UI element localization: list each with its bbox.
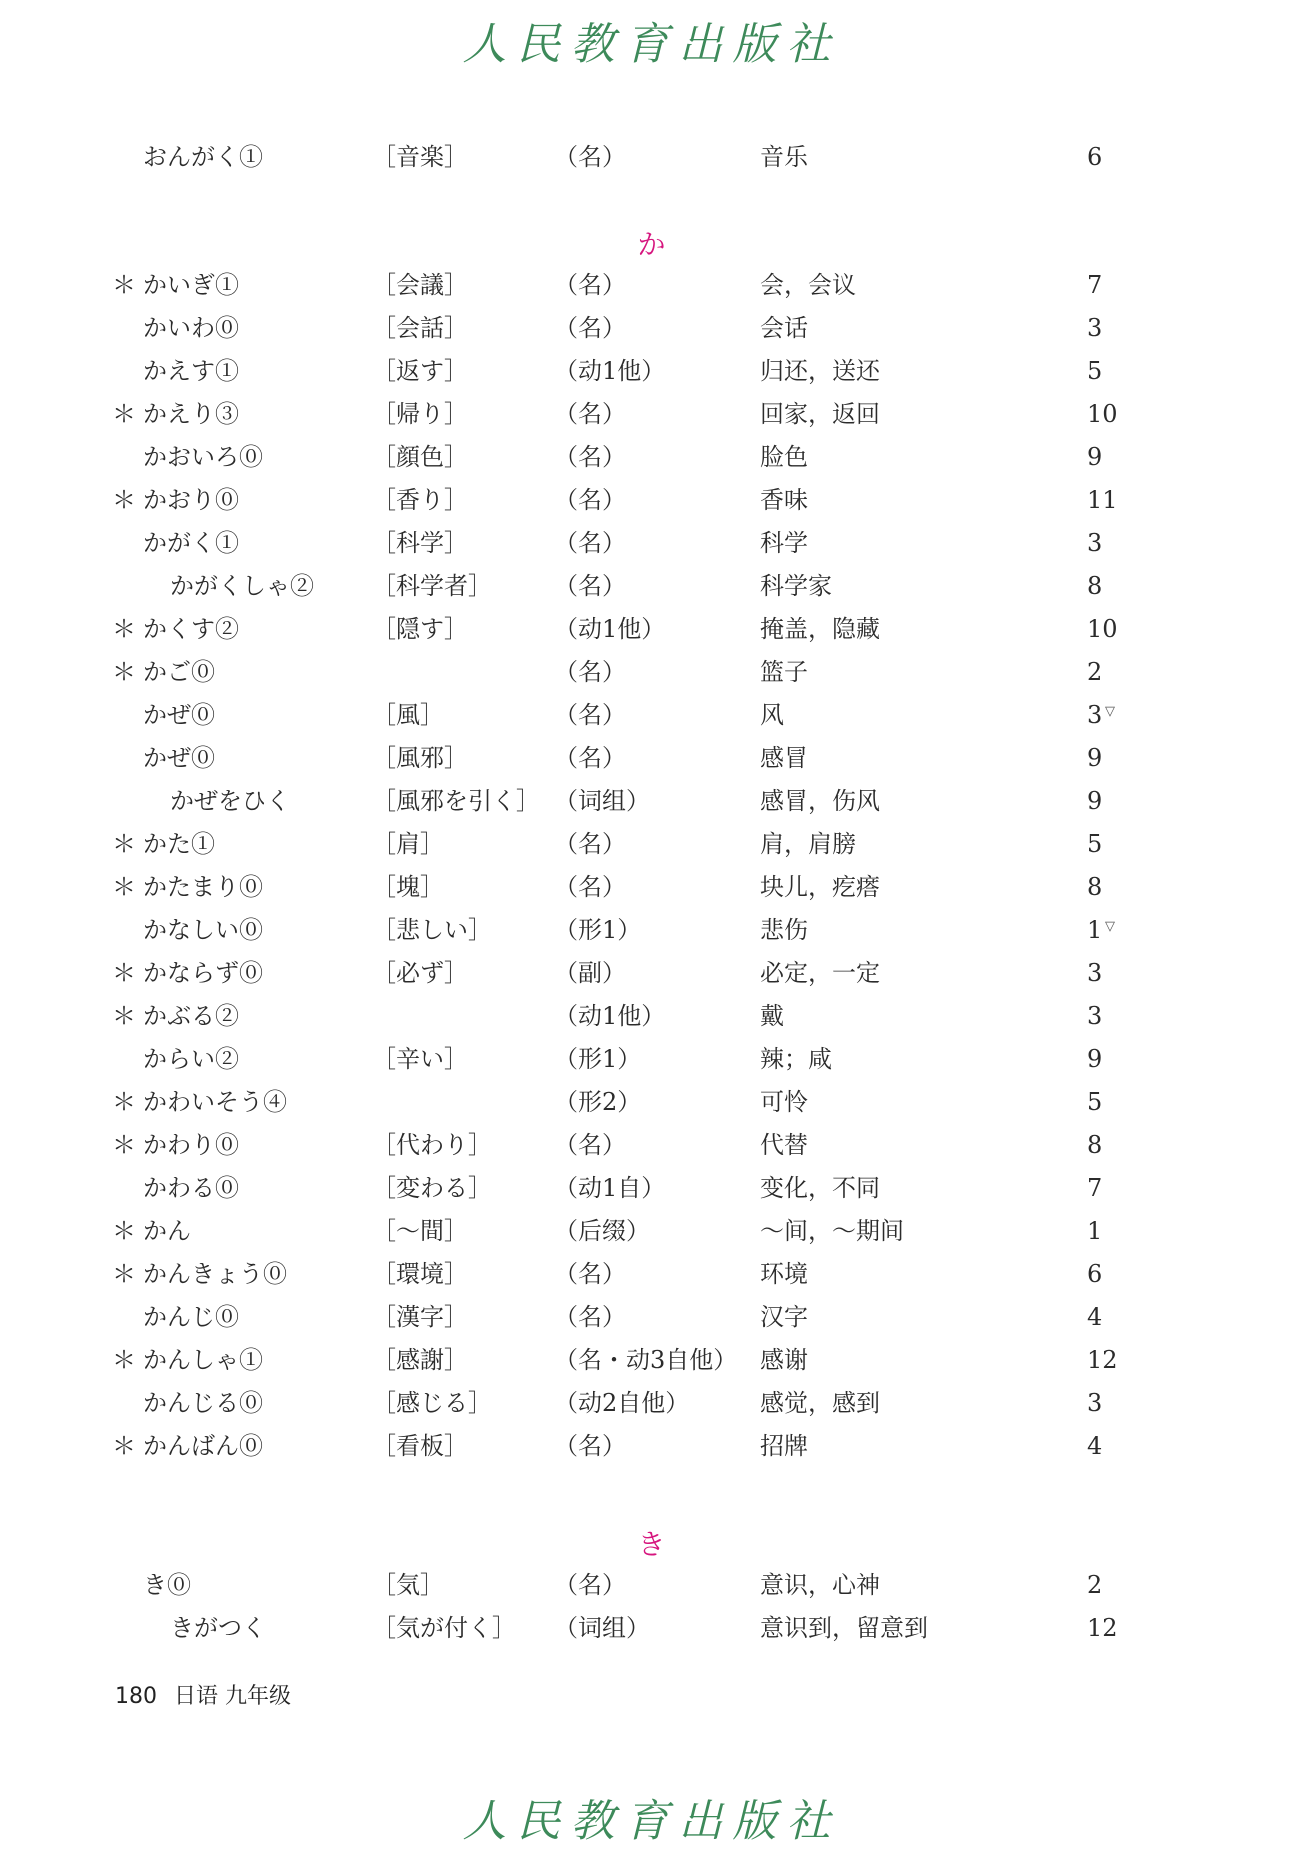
entry-lesson-number: 3 bbox=[1087, 701, 1103, 729]
entry-lesson-number: 8 bbox=[1087, 873, 1103, 901]
vocab-entry bbox=[0, 1082, 1303, 1122]
entry-part-of-speech: （名） bbox=[554, 744, 626, 772]
entry-kana: かた① bbox=[143, 830, 215, 858]
entry-kana: かわり⓪ bbox=[143, 1131, 239, 1159]
entry-part-of-speech: （名） bbox=[554, 271, 626, 299]
entry-part-of-speech: （名） bbox=[554, 1571, 626, 1599]
entry-kanji: ［感じる］ bbox=[372, 1389, 492, 1417]
entry-lesson-number: 5 bbox=[1087, 1088, 1103, 1116]
new-word-star: ＊ bbox=[112, 1346, 136, 1374]
new-word-star: ＊ bbox=[112, 615, 136, 643]
entry-part-of-speech: （形1） bbox=[554, 916, 642, 944]
entry-part-of-speech: （名・动3自他） bbox=[554, 1346, 738, 1374]
entry-meaning: 感觉，感到 bbox=[760, 1389, 880, 1417]
vocab-entry bbox=[0, 824, 1303, 864]
entry-lesson-number: 5 bbox=[1087, 830, 1103, 858]
new-word-star: ＊ bbox=[112, 1260, 136, 1288]
entry-part-of-speech: （名） bbox=[554, 314, 626, 342]
entry-kana: かぜ⓪ bbox=[143, 744, 215, 772]
entry-kana: き⓪ bbox=[143, 1571, 191, 1599]
vocab-entry bbox=[0, 523, 1303, 563]
entry-kana: かわいそう④ bbox=[143, 1088, 287, 1116]
entry-kana: おんがく① bbox=[143, 143, 263, 171]
entry-meaning: 代替 bbox=[760, 1131, 808, 1159]
entry-meaning: 感冒，伤风 bbox=[760, 787, 880, 815]
entry-meaning: 音乐 bbox=[760, 143, 808, 171]
vocab-entry bbox=[0, 1039, 1303, 1079]
entry-kanji: ［風］ bbox=[372, 701, 444, 729]
vocab-entry bbox=[0, 1211, 1303, 1251]
vocab-entry bbox=[0, 1340, 1303, 1380]
entry-lesson-number: 3 bbox=[1087, 1002, 1103, 1030]
entry-kana: かぶる② bbox=[143, 1002, 239, 1030]
vocab-entry bbox=[0, 480, 1303, 520]
entry-kana: かわる⓪ bbox=[143, 1174, 239, 1202]
new-word-star: ＊ bbox=[112, 1131, 136, 1159]
entry-lesson-number: 3 bbox=[1087, 529, 1103, 557]
entry-meaning: 戴 bbox=[760, 1002, 784, 1030]
entry-part-of-speech: （名） bbox=[554, 400, 626, 428]
new-word-star: ＊ bbox=[112, 400, 136, 428]
entry-kanji: ［漢字］ bbox=[372, 1303, 468, 1331]
entry-kana: からい② bbox=[143, 1045, 239, 1073]
entry-meaning: 感谢 bbox=[760, 1346, 808, 1374]
entry-kanji: ［辛い］ bbox=[372, 1045, 468, 1073]
entry-kana: かんきょう⓪ bbox=[143, 1260, 287, 1288]
entry-lesson-number: 10 bbox=[1087, 400, 1118, 428]
entry-lesson-number: 1 bbox=[1087, 1217, 1103, 1245]
entry-meaning: 意识，心神 bbox=[760, 1571, 880, 1599]
entry-meaning: 科学家 bbox=[760, 572, 832, 600]
entry-kana: かいぎ① bbox=[143, 271, 239, 299]
entry-kana: かたまり⓪ bbox=[143, 873, 263, 901]
entry-lesson-number: 1 bbox=[1087, 916, 1103, 944]
entry-meaning: 风 bbox=[760, 701, 784, 729]
entry-part-of-speech: （词组） bbox=[554, 1614, 650, 1642]
entry-meaning: 科学 bbox=[760, 529, 808, 557]
entry-kanji: ［科学者］ bbox=[372, 572, 492, 600]
publisher-logo-bottom: 人民教育出版社 bbox=[462, 1796, 841, 1847]
vocab-entry bbox=[0, 953, 1303, 993]
new-word-star: ＊ bbox=[112, 658, 136, 686]
entry-kanji: ［～間］ bbox=[372, 1217, 468, 1245]
entry-meaning: 回家，返回 bbox=[760, 400, 880, 428]
entry-kana: かぜをひく bbox=[170, 787, 290, 815]
vocab-entry bbox=[0, 1608, 1303, 1648]
entry-kanji: ［隠す］ bbox=[372, 615, 468, 643]
entry-meaning: 汉字 bbox=[760, 1303, 808, 1331]
entry-lesson-number: 3 bbox=[1087, 959, 1103, 987]
entry-kana: かいわ⓪ bbox=[143, 314, 239, 342]
page-number: 180 bbox=[115, 1684, 157, 1709]
entry-part-of-speech: （名） bbox=[554, 1131, 626, 1159]
entry-part-of-speech: （动1自） bbox=[554, 1174, 666, 1202]
entry-meaning: 环境 bbox=[760, 1260, 808, 1288]
entry-kanji: ［音楽］ bbox=[372, 143, 468, 171]
vocab-entry bbox=[0, 1565, 1303, 1605]
entry-kana: かんしゃ① bbox=[143, 1346, 263, 1374]
vocab-entry bbox=[0, 996, 1303, 1036]
entry-kanji: ［環境］ bbox=[372, 1260, 468, 1288]
entry-kanji: ［風邪］ bbox=[372, 744, 468, 772]
new-word-star: ＊ bbox=[112, 830, 136, 858]
entry-kana: かおり⓪ bbox=[143, 486, 239, 514]
entry-lesson-number: 12 bbox=[1087, 1346, 1118, 1374]
entry-meaning: 肩，肩膀 bbox=[760, 830, 856, 858]
vocab-entry bbox=[0, 308, 1303, 348]
entry-meaning: 篮子 bbox=[760, 658, 808, 686]
vocab-entry bbox=[0, 437, 1303, 477]
entry-part-of-speech: （形1） bbox=[554, 1045, 642, 1073]
entry-kana: きがつく bbox=[170, 1614, 266, 1642]
entry-meaning: ～间，～期间 bbox=[760, 1217, 904, 1245]
entry-part-of-speech: （名） bbox=[554, 529, 626, 557]
entry-lesson-number: 2 bbox=[1087, 1571, 1103, 1599]
entry-kanji: ［悲しい］ bbox=[372, 916, 492, 944]
new-word-star: ＊ bbox=[112, 1432, 136, 1460]
entry-part-of-speech: （动1他） bbox=[554, 615, 666, 643]
entry-kana: かご⓪ bbox=[143, 658, 215, 686]
vocab-entry bbox=[0, 1426, 1303, 1466]
new-word-star: ＊ bbox=[112, 271, 136, 299]
entry-part-of-speech: （名） bbox=[554, 830, 626, 858]
vocab-entry bbox=[0, 1168, 1303, 1208]
entry-kanji: ［感謝］ bbox=[372, 1346, 468, 1374]
entry-part-of-speech: （词组） bbox=[554, 787, 650, 815]
entry-lesson-number: 6 bbox=[1087, 1260, 1103, 1288]
vocab-entry bbox=[0, 695, 1303, 735]
new-word-star: ＊ bbox=[112, 486, 136, 514]
entry-kana: かくす② bbox=[143, 615, 239, 643]
entry-part-of-speech: （名） bbox=[554, 873, 626, 901]
vocab-entry bbox=[0, 265, 1303, 305]
entry-kana: かならず⓪ bbox=[143, 959, 263, 987]
vocab-entry bbox=[0, 351, 1303, 391]
entry-kanji: ［香り］ bbox=[372, 486, 468, 514]
entry-lesson-number: 10 bbox=[1087, 615, 1118, 643]
entry-meaning: 脸色 bbox=[760, 443, 808, 471]
entry-meaning: 悲伤 bbox=[760, 916, 808, 944]
entry-kana: かなしい⓪ bbox=[143, 916, 263, 944]
entry-part-of-speech: （名） bbox=[554, 486, 626, 514]
entry-kanji: ［看板］ bbox=[372, 1432, 468, 1460]
entry-part-of-speech: （后缀） bbox=[554, 1217, 650, 1245]
entry-meaning: 可怜 bbox=[760, 1088, 808, 1116]
new-word-star: ＊ bbox=[112, 1088, 136, 1116]
vocab-entry bbox=[0, 137, 1303, 177]
entry-meaning: 感冒 bbox=[760, 744, 808, 772]
vocab-entry bbox=[0, 781, 1303, 821]
entry-lesson-number: 11 bbox=[1087, 486, 1118, 514]
entry-lesson-number: 3 bbox=[1087, 1389, 1103, 1417]
page-footer bbox=[115, 1679, 291, 1710]
entry-kanji: ［返す］ bbox=[372, 357, 468, 385]
new-word-star: ＊ bbox=[112, 959, 136, 987]
entry-kana: かがく① bbox=[143, 529, 239, 557]
entry-lesson-number: 2 bbox=[1087, 658, 1103, 686]
entry-kana: かんばん⓪ bbox=[143, 1432, 263, 1460]
entry-kana: かんじる⓪ bbox=[143, 1389, 263, 1417]
entry-kanji: ［気が付く］ bbox=[372, 1614, 516, 1642]
entry-meaning: 会，会议 bbox=[760, 271, 856, 299]
triangle-mark-icon: ▽ bbox=[1105, 919, 1115, 934]
entry-part-of-speech: （名） bbox=[554, 658, 626, 686]
entry-lesson-number: 3 bbox=[1087, 314, 1103, 342]
entry-lesson-number: 9 bbox=[1087, 744, 1103, 772]
entry-kanji: ［科学］ bbox=[372, 529, 468, 557]
vocab-entry bbox=[0, 1125, 1303, 1165]
entry-part-of-speech: （动2自他） bbox=[554, 1389, 690, 1417]
entry-part-of-speech: （名） bbox=[554, 143, 626, 171]
new-word-star: ＊ bbox=[112, 873, 136, 901]
entry-meaning: 香味 bbox=[760, 486, 808, 514]
vocab-entry bbox=[0, 738, 1303, 778]
entry-kana: かぜ⓪ bbox=[143, 701, 215, 729]
entry-kanji: ［気］ bbox=[372, 1571, 444, 1599]
entry-lesson-number: 7 bbox=[1087, 271, 1103, 299]
vocab-entry bbox=[0, 910, 1303, 950]
entry-meaning: 意识到，留意到 bbox=[760, 1614, 928, 1642]
entry-kana: かん bbox=[143, 1217, 191, 1245]
entry-lesson-number: 5 bbox=[1087, 357, 1103, 385]
entry-kanji: ［会話］ bbox=[372, 314, 468, 342]
entry-kanji: ［帰り］ bbox=[372, 400, 468, 428]
publisher-logo-top: 人民教育出版社 bbox=[462, 19, 841, 70]
entry-part-of-speech: （动1他） bbox=[554, 357, 666, 385]
vocab-entry bbox=[0, 566, 1303, 606]
entry-kana: かおいろ⓪ bbox=[143, 443, 263, 471]
vocab-entry bbox=[0, 1383, 1303, 1423]
vocab-entry bbox=[0, 1254, 1303, 1294]
entry-meaning: 必定，一定 bbox=[760, 959, 880, 987]
triangle-mark-icon: ▽ bbox=[1105, 704, 1115, 719]
entry-kanji: ［変わる］ bbox=[372, 1174, 492, 1202]
entry-kanji: ［顔色］ bbox=[372, 443, 468, 471]
entry-part-of-speech: （名） bbox=[554, 572, 626, 600]
entry-kana: かえす① bbox=[143, 357, 239, 385]
entry-lesson-number: 7 bbox=[1087, 1174, 1103, 1202]
entry-lesson-number: 6 bbox=[1087, 143, 1103, 171]
entry-kanji: ［塊］ bbox=[372, 873, 444, 901]
entry-kanji: ［肩］ bbox=[372, 830, 444, 858]
entry-lesson-number: 12 bbox=[1087, 1614, 1118, 1642]
entry-lesson-number: 9 bbox=[1087, 787, 1103, 815]
entry-lesson-number: 4 bbox=[1087, 1303, 1103, 1331]
entry-meaning: 归还，送还 bbox=[760, 357, 880, 385]
vocab-entry bbox=[0, 867, 1303, 907]
entry-kanji: ［会議］ bbox=[372, 271, 468, 299]
entry-kana: かがくしゃ② bbox=[170, 572, 314, 600]
entry-kanji: ［風邪を引く］ bbox=[372, 787, 540, 815]
entry-part-of-speech: （动1他） bbox=[554, 1002, 666, 1030]
entry-meaning: 块儿，疙瘩 bbox=[760, 873, 880, 901]
entry-part-of-speech: （名） bbox=[554, 701, 626, 729]
vocab-entry bbox=[0, 394, 1303, 434]
new-word-star: ＊ bbox=[112, 1217, 136, 1245]
entry-lesson-number: 8 bbox=[1087, 572, 1103, 600]
entry-kanji: ［必ず］ bbox=[372, 959, 468, 987]
entry-lesson-number: 8 bbox=[1087, 1131, 1103, 1159]
vocab-entry bbox=[0, 1297, 1303, 1337]
entry-meaning: 会话 bbox=[760, 314, 808, 342]
vocab-entry bbox=[0, 652, 1303, 692]
section-heading-ka: か bbox=[637, 228, 666, 261]
vocab-entry bbox=[0, 609, 1303, 649]
entry-lesson-number: 9 bbox=[1087, 1045, 1103, 1073]
section-heading-ki: き bbox=[637, 1528, 666, 1561]
entry-kana: かえり③ bbox=[143, 400, 239, 428]
entry-part-of-speech: （名） bbox=[554, 1432, 626, 1460]
entry-lesson-number: 9 bbox=[1087, 443, 1103, 471]
entry-part-of-speech: （名） bbox=[554, 443, 626, 471]
entry-part-of-speech: （形2） bbox=[554, 1088, 642, 1116]
entry-part-of-speech: （副） bbox=[554, 959, 626, 987]
entry-kana: かんじ⓪ bbox=[143, 1303, 239, 1331]
entry-meaning: 变化，不同 bbox=[760, 1174, 880, 1202]
entry-part-of-speech: （名） bbox=[554, 1260, 626, 1288]
entry-meaning: 辣；咸 bbox=[760, 1045, 832, 1073]
book-title: 日语 九年级 bbox=[174, 1684, 291, 1709]
entry-part-of-speech: （名） bbox=[554, 1303, 626, 1331]
entry-meaning: 掩盖，隐藏 bbox=[760, 615, 880, 643]
entry-kanji: ［代わり］ bbox=[372, 1131, 492, 1159]
entry-meaning: 招牌 bbox=[760, 1432, 808, 1460]
entry-lesson-number: 4 bbox=[1087, 1432, 1103, 1460]
new-word-star: ＊ bbox=[112, 1002, 136, 1030]
